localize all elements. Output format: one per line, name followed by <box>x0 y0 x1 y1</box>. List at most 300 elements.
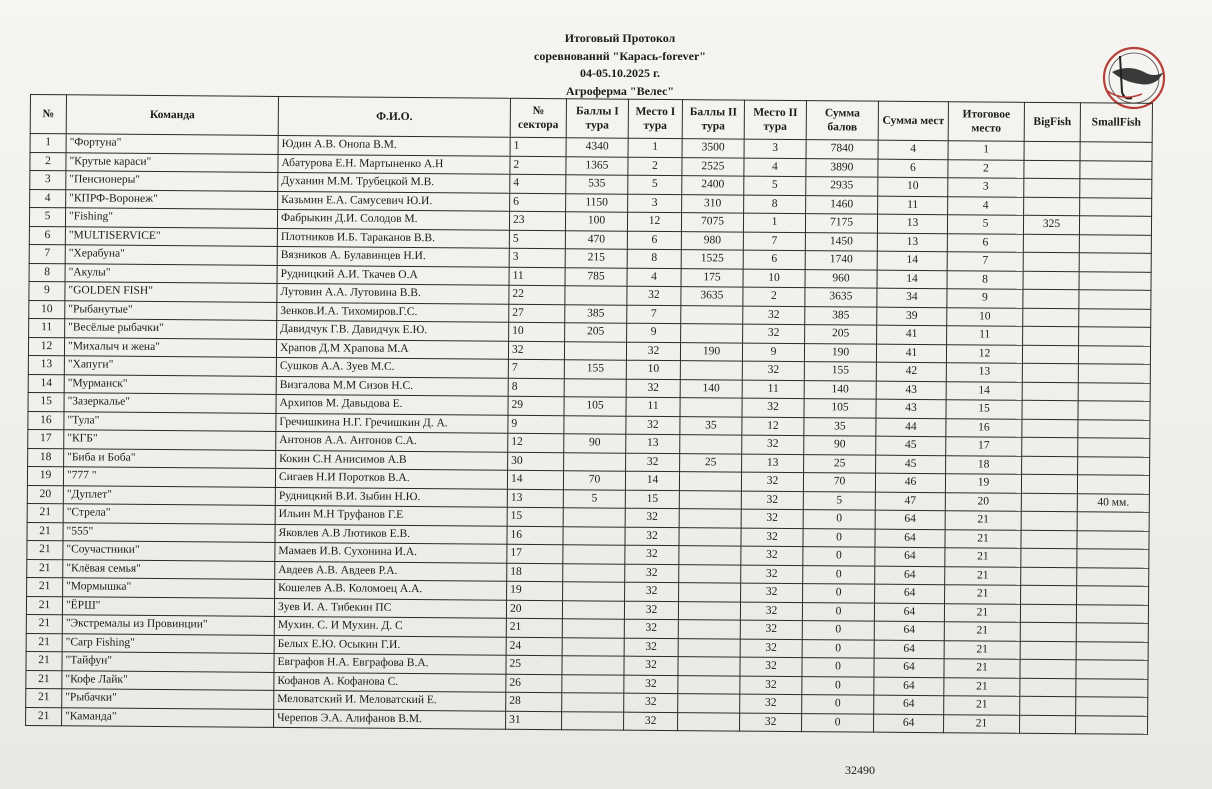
table-cell: 20 <box>945 492 1021 511</box>
table-cell: 1450 <box>805 232 877 251</box>
table-cell <box>679 583 741 602</box>
table-cell: 35 <box>804 417 876 436</box>
table-cell: 16 <box>507 526 563 545</box>
table-cell: 64 <box>874 621 944 640</box>
table-cell: 32 <box>740 694 802 713</box>
table-cell: 21 <box>26 688 62 707</box>
table-cell <box>1020 678 1076 697</box>
table-cell: 0 <box>802 602 874 621</box>
table-cell: 15 <box>507 507 563 526</box>
table-cell: 2400 <box>682 176 744 195</box>
table-cell: 7840 <box>806 140 878 159</box>
table-cell: 7175 <box>805 214 877 233</box>
table-cell <box>678 712 740 731</box>
table-cell: 190 <box>680 342 742 361</box>
table-cell: 20 <box>27 485 63 504</box>
table-cell <box>678 694 740 713</box>
table-cell: "MULTISERVICE" <box>65 226 277 246</box>
table-cell <box>1079 234 1151 253</box>
table-cell: 21 <box>26 614 62 633</box>
table-cell <box>562 637 624 656</box>
table-cell: 0 <box>803 565 875 584</box>
table-cell <box>678 657 740 676</box>
table-cell: 45 <box>876 455 946 474</box>
table-cell: 2 <box>30 152 66 171</box>
grand-total: 32490 <box>845 763 875 777</box>
table-cell: "Тула" <box>64 411 276 431</box>
table-cell <box>564 378 626 397</box>
table-cell <box>679 564 741 583</box>
table-cell: Абатурова Е.Н. Мартыненко А.Н <box>278 154 510 174</box>
table-cell <box>1079 271 1151 290</box>
table-cell <box>563 563 625 582</box>
table-cell: 90 <box>564 434 626 453</box>
table-cell <box>563 545 625 564</box>
table-cell: 385 <box>565 304 627 323</box>
table-cell <box>1022 345 1078 364</box>
table-cell: 535 <box>566 175 628 194</box>
table-cell <box>1076 623 1148 642</box>
table-cell: 32 <box>741 583 803 602</box>
table-cell: 205 <box>805 325 877 344</box>
table-cell <box>1077 586 1149 605</box>
table-cell: "Весёлые рыбачки" <box>65 319 277 339</box>
table-cell: 32 <box>743 324 805 343</box>
table-cell: 14 <box>507 470 563 489</box>
table-cell: 6 <box>29 226 65 245</box>
column-header: Команда <box>66 95 278 136</box>
table-cell: Храпов Д.М Храпова М.А <box>276 339 508 359</box>
table-cell: 25 <box>804 454 876 473</box>
table-cell: 90 <box>804 436 876 455</box>
table-cell: Духанин М.М. Трубецкой М.В. <box>278 172 510 192</box>
table-cell <box>565 286 627 305</box>
table-cell <box>679 527 741 546</box>
table-cell: 32 <box>626 416 680 435</box>
table-cell: 39 <box>877 307 947 326</box>
table-cell <box>1079 327 1151 346</box>
table-cell: 11 <box>626 397 680 416</box>
table-cell: 470 <box>565 230 627 249</box>
table-cell: 21 <box>26 633 62 652</box>
table-cell: Фабрыкин Д.И. Солодов М. <box>277 209 509 229</box>
table-cell <box>1020 604 1076 623</box>
table-cell: 32 <box>740 620 802 639</box>
table-cell: 41 <box>876 344 946 363</box>
table-cell: 26 <box>506 674 562 693</box>
table-cell <box>1080 160 1152 179</box>
table-cell <box>1080 197 1152 216</box>
table-cell: Авдеев А.В. Авдеев Р.А. <box>275 561 507 581</box>
table-cell: 21 <box>944 659 1020 678</box>
table-cell: 9 <box>627 323 681 342</box>
table-cell <box>1022 456 1078 475</box>
table-cell: Рудницкий В.И. Зыбин Н.Ю. <box>275 487 507 507</box>
table-cell: 21 <box>26 651 62 670</box>
table-cell: 31 <box>506 711 562 730</box>
table-cell: 13 <box>28 355 64 374</box>
table-cell: 7 <box>29 244 65 263</box>
table-cell: "Хапуги" <box>64 356 276 376</box>
table-cell: 13 <box>742 454 804 473</box>
table-cell: "Акулы" <box>65 263 277 283</box>
table-cell: 47 <box>875 492 945 511</box>
table-cell: "Стрела" <box>63 504 275 524</box>
table-cell: 32 <box>740 639 802 658</box>
table-cell <box>1077 567 1149 586</box>
table-cell: 64 <box>875 566 945 585</box>
table-cell: 32 <box>624 693 678 712</box>
table-cell <box>562 619 624 638</box>
table-cell <box>678 601 740 620</box>
results-table <box>25 94 1153 735</box>
table-cell: 310 <box>682 194 744 213</box>
table-cell: 32 <box>740 713 802 732</box>
table-cell <box>1076 678 1148 697</box>
table-cell: 140 <box>680 379 742 398</box>
column-header: Баллы II тура <box>682 100 744 139</box>
table-cell: 4 <box>744 158 806 177</box>
column-header: № <box>30 95 66 134</box>
table-cell: 7075 <box>681 213 743 232</box>
table-cell: Вязников А. Булавинцев Н.И. <box>277 246 509 266</box>
table-cell: 32 <box>625 508 679 527</box>
table-cell: 13 <box>877 214 947 233</box>
table-cell: 14 <box>877 270 947 289</box>
table-cell: 64 <box>874 640 944 659</box>
table-cell: 21 <box>27 559 63 578</box>
table-cell: "Пенсионеры" <box>66 171 278 191</box>
table-cell <box>563 582 625 601</box>
header-competition: соревнований "Карась-forever" <box>534 48 706 63</box>
table-cell: 11 <box>947 326 1023 345</box>
table-cell: Кофанов А. Кофанова С. <box>274 672 506 692</box>
table-cell: "Экстремалы из Провинции" <box>62 615 274 635</box>
table-cell <box>1020 641 1076 660</box>
table-cell: 32 <box>627 286 681 305</box>
table-cell: 18 <box>28 448 64 467</box>
table-cell: 6 <box>947 233 1023 252</box>
table-cell: 32 <box>624 712 678 731</box>
table-cell: 6 <box>878 159 948 178</box>
table-cell: 14 <box>877 251 947 270</box>
table-cell: 1 <box>948 141 1024 160</box>
table-cell: 105 <box>564 397 626 416</box>
table-cell: "555" <box>63 522 275 542</box>
table-cell: 29 <box>508 396 564 415</box>
table-cell: 10 <box>626 360 680 379</box>
table-cell <box>1023 289 1079 308</box>
table-cell <box>1078 345 1150 364</box>
table-cell: 18 <box>507 563 563 582</box>
column-header: Сумма мест <box>878 101 948 141</box>
table-cell: 21 <box>27 577 63 596</box>
table-cell: 2 <box>948 159 1024 178</box>
table-cell: 16 <box>28 411 64 430</box>
table-cell: 28 <box>506 692 562 711</box>
table-cell: "КГБ" <box>64 430 276 450</box>
table-cell: Яковлев А.В Лютиков Е.В. <box>275 524 507 544</box>
table-cell: "Кофе Лайк" <box>62 670 274 690</box>
table-cell: 23 <box>509 211 565 230</box>
table-cell <box>1024 197 1080 216</box>
table-cell: 960 <box>805 269 877 288</box>
table-cell: 21 <box>944 696 1020 715</box>
table-cell: 30 <box>508 452 564 471</box>
table-cell: 17 <box>507 544 563 563</box>
table-cell: 42 <box>876 362 946 381</box>
table-cell: 5 <box>947 215 1023 234</box>
table-cell: 32 <box>625 582 679 601</box>
table-cell: 12 <box>742 417 804 436</box>
table-cell: 32 <box>625 527 679 546</box>
table-cell: 3 <box>30 171 66 190</box>
table-cell <box>1023 326 1079 345</box>
table-cell: "Мормышка" <box>63 578 275 598</box>
table-cell: 2525 <box>682 157 744 176</box>
table-cell: 32 <box>741 528 803 547</box>
table-cell: 32 <box>625 564 679 583</box>
table-cell <box>679 490 741 509</box>
table-cell: 32 <box>624 656 678 675</box>
table-cell: 32 <box>625 545 679 564</box>
table-cell: "Рыбачки" <box>62 689 274 709</box>
table-cell: 3 <box>948 178 1024 197</box>
table-cell <box>1076 604 1148 623</box>
table-cell: "777 " <box>63 467 275 487</box>
table-cell: 1 <box>510 137 566 156</box>
table-cell: Меловатский И. Меловатский Е. <box>274 690 506 710</box>
table-cell <box>1021 548 1077 567</box>
table-cell: 0 <box>802 658 874 677</box>
table-cell: "Мурманск" <box>64 374 276 394</box>
table-cell <box>1077 549 1149 568</box>
table-cell: "Биба и Боба" <box>64 448 276 468</box>
table-cell: 21 <box>945 566 1021 585</box>
table-cell: 10 <box>509 322 565 341</box>
table-cell: 7 <box>508 359 564 378</box>
table-cell: 4 <box>878 140 948 159</box>
table-cell: 4 <box>30 189 66 208</box>
table-cell <box>1022 437 1078 456</box>
table-cell: 21 <box>944 603 1020 622</box>
table-cell: Антонов А.А. Антонов С.А. <box>276 431 508 451</box>
table-cell: 2 <box>510 156 566 175</box>
table-cell: "Соучастники" <box>63 541 275 561</box>
table-cell: Мамаев И.В. Сухонина И.А. <box>275 542 507 562</box>
table-cell: 21 <box>506 618 562 637</box>
header-title: Итоговый Протокол <box>564 31 676 45</box>
table-cell: 64 <box>875 529 945 548</box>
table-cell: 43 <box>876 381 946 400</box>
column-header: Сумма балов <box>806 101 878 141</box>
table-cell <box>679 509 741 528</box>
column-header: BigFish <box>1024 102 1080 141</box>
table-cell <box>562 674 624 693</box>
table-cell: 11 <box>878 196 948 215</box>
table-cell: Лутовин А.А. Лутовина В.В. <box>277 283 509 303</box>
table-cell: 3635 <box>805 288 877 307</box>
table-cell: 4 <box>948 196 1024 215</box>
table-cell: 21 <box>27 540 63 559</box>
table-cell <box>678 675 740 694</box>
table-cell <box>1021 511 1077 530</box>
table-cell: 24 <box>506 637 562 656</box>
table-cell: 155 <box>804 362 876 381</box>
table-cell <box>1078 382 1150 401</box>
table-cell: 32 <box>624 675 678 694</box>
table-cell <box>1020 622 1076 641</box>
table-cell: 9 <box>742 343 804 362</box>
table-cell: 21 <box>944 714 1020 733</box>
table-cell <box>564 415 626 434</box>
table-cell: 22 <box>509 285 565 304</box>
table-cell: 11 <box>742 380 804 399</box>
table-cell <box>1076 660 1148 679</box>
table-cell: 1740 <box>805 251 877 270</box>
table-cell: 385 <box>805 306 877 325</box>
table-cell: "Фортуна" <box>66 134 278 154</box>
table-cell: 0 <box>802 713 874 732</box>
table-cell: 0 <box>803 584 875 603</box>
table-cell: Сушков А.А. Зуев М.С. <box>276 357 508 377</box>
table-cell: 5 <box>563 489 625 508</box>
table-cell: 32 <box>743 306 805 325</box>
table-cell: "Дуплет" <box>63 485 275 505</box>
table-cell: 785 <box>565 267 627 286</box>
table-cell <box>1076 715 1148 734</box>
results-table-wrapper <box>25 94 1153 735</box>
table-cell <box>1078 438 1150 457</box>
table-cell: 3500 <box>682 139 744 158</box>
table-cell <box>1020 696 1076 715</box>
table-cell: Евграфов Н.А. Евграфова В.А. <box>274 653 506 673</box>
table-cell: 46 <box>875 473 945 492</box>
column-header: Место II тура <box>744 100 806 139</box>
column-header: Ф.И.О. <box>278 96 510 137</box>
column-header: Баллы I тура <box>566 99 628 138</box>
table-cell: 11 <box>29 318 65 337</box>
table-cell: 7 <box>743 232 805 251</box>
table-cell <box>1077 512 1149 531</box>
table-cell: 215 <box>565 249 627 268</box>
table-cell: Архипов М. Давыдова Е. <box>276 394 508 414</box>
table-cell: 1460 <box>806 195 878 214</box>
table-cell: 25 <box>506 655 562 674</box>
table-cell: 3 <box>744 139 806 158</box>
table-cell: Мухин. С. И Мухин. Д. С <box>274 616 506 636</box>
table-cell: 4 <box>627 268 681 287</box>
table-cell: 0 <box>802 621 874 640</box>
table-cell: 3 <box>628 194 682 213</box>
table-cell <box>1077 475 1149 494</box>
table-cell: 2 <box>743 287 805 306</box>
column-header: Место I тура <box>628 99 682 138</box>
table-cell: 7 <box>947 252 1023 271</box>
table-cell: 4 <box>510 174 566 193</box>
table-cell: 140 <box>804 380 876 399</box>
table-cell: 9 <box>29 281 65 300</box>
table-cell: "Зазеркалье" <box>64 393 276 413</box>
table-cell: 105 <box>804 399 876 418</box>
table-cell: "ЁРШ" <box>62 596 274 616</box>
table-cell <box>1079 290 1151 309</box>
table-cell: Казьмин Е.А. Самусевич Ю.И. <box>278 191 510 211</box>
table-cell: 205 <box>565 323 627 342</box>
table-cell <box>680 435 742 454</box>
table-cell: 13 <box>626 434 680 453</box>
table-cell <box>680 361 742 380</box>
table-cell: Сигаев Н.И Поротков В.А. <box>275 468 507 488</box>
table-cell: 12 <box>28 337 64 356</box>
table-cell: "Михалыч и жена" <box>64 337 276 357</box>
table-cell <box>563 508 625 527</box>
table-cell <box>1076 697 1148 716</box>
table-cell: 10 <box>29 300 65 319</box>
table-cell: "Крутые караси" <box>66 152 278 172</box>
table-cell <box>1022 382 1078 401</box>
table-cell: "Тайфун" <box>62 652 274 672</box>
table-cell: Давидчук Г.В. Давидчук Е.Ю. <box>277 320 509 340</box>
table-cell <box>1021 530 1077 549</box>
table-cell <box>1078 401 1150 420</box>
table-cell: 10 <box>878 177 948 196</box>
table-cell: 5 <box>744 176 806 195</box>
table-cell: Зенков.И.А. Тихомиров.Г.С. <box>277 302 509 322</box>
table-cell: 70 <box>803 473 875 492</box>
table-cell: 14 <box>625 471 679 490</box>
table-cell: 5 <box>628 175 682 194</box>
table-cell: 32 <box>624 619 678 638</box>
table-cell: 21 <box>944 640 1020 659</box>
table-cell: 4340 <box>566 138 628 157</box>
table-cell <box>562 600 624 619</box>
table-cell: 32 <box>740 676 802 695</box>
table-cell: 2935 <box>806 177 878 196</box>
table-cell: 32 <box>741 509 803 528</box>
table-cell <box>1024 141 1080 160</box>
table-cell <box>681 324 743 343</box>
table-cell: 19 <box>507 581 563 600</box>
table-cell: 32 <box>740 657 802 676</box>
table-cell: 1 <box>743 213 805 232</box>
table-cell: 1 <box>30 134 66 153</box>
table-cell: Ильин М.Н Труфанов Г.Е <box>275 505 507 525</box>
table-cell <box>1023 234 1079 253</box>
table-cell: 21 <box>26 596 62 615</box>
table-cell: 3 <box>509 248 565 267</box>
table-cell: 13 <box>877 233 947 252</box>
table-cell: 9 <box>947 289 1023 308</box>
table-cell: Белых Е.Ю. Осыкин Г.И. <box>274 635 506 655</box>
table-cell: 155 <box>564 360 626 379</box>
table-cell: 100 <box>565 212 627 231</box>
table-cell: 6 <box>743 250 805 269</box>
table-cell: 3635 <box>681 287 743 306</box>
table-cell: 32 <box>741 472 803 491</box>
table-cell: 64 <box>874 695 944 714</box>
header-date: 04-05.10.2025 г. <box>579 66 661 80</box>
table-cell: 14 <box>946 381 1022 400</box>
table-cell <box>562 711 624 730</box>
table-cell: Визгалова М.М Сизов Н.С. <box>276 376 508 396</box>
table-cell: 43 <box>876 399 946 418</box>
table-cell: 12 <box>946 344 1022 363</box>
table-cell <box>680 398 742 417</box>
table-cell <box>1077 530 1149 549</box>
table-cell <box>563 526 625 545</box>
table-cell: "Рыбанутые" <box>65 300 277 320</box>
